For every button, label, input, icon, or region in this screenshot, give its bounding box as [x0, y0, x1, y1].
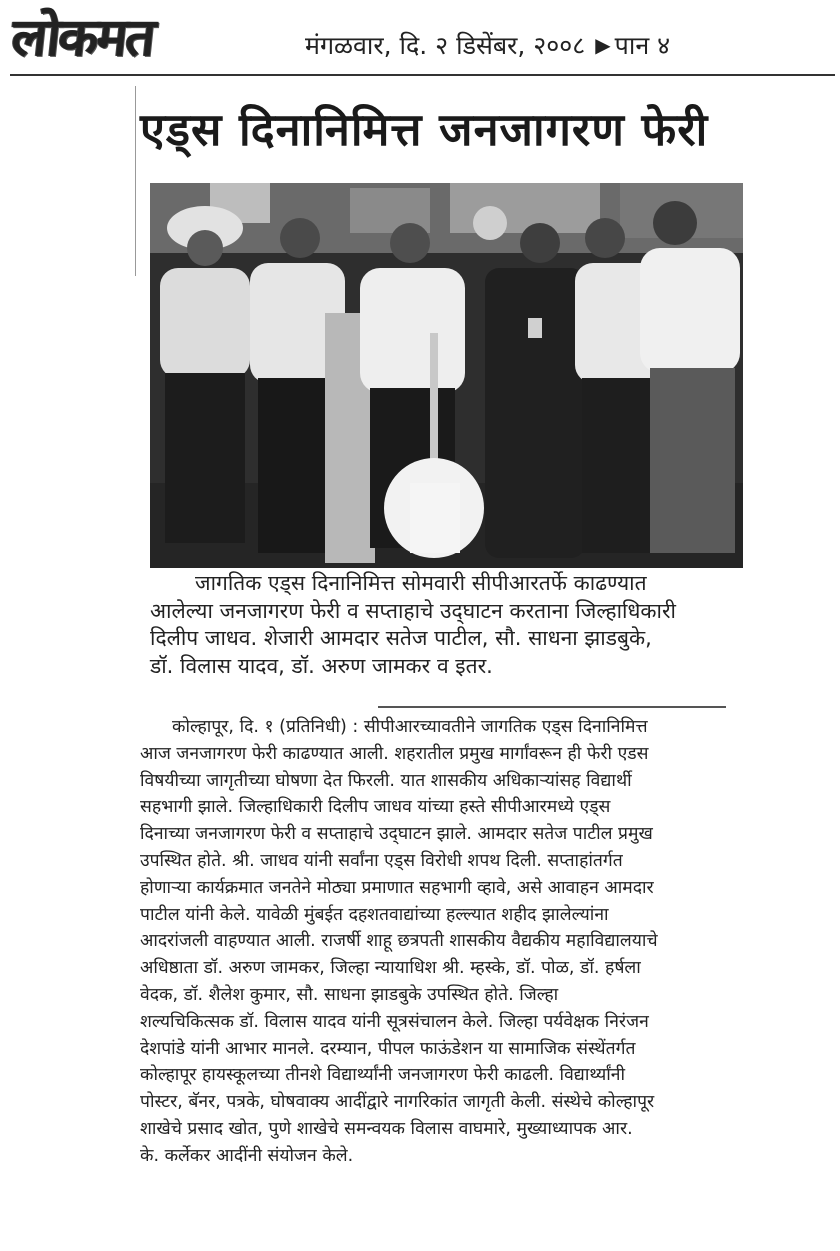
photo-scene: [150, 183, 743, 568]
clipping-edge: [135, 86, 136, 276]
caption-line: दिलीप जाधव. शेजारी आमदार सतेज पाटील, सौ. साधना झाडबुके,: [150, 626, 652, 650]
article-line: पाटील यांनी केले. यावेळी मुंबईत दहशतवाद्यांच्या हल्ल्यात शहीद झालेल्यांना: [140, 904, 609, 925]
article-line: आज जनजागरण फेरी काढण्यात आली. शहरातील प्रमुख मार्गांवरून ही फेरी एडस: [140, 743, 649, 764]
article-line: उपस्थित होते. श्री. जाधव यांनी सर्वांना एड्स विरोधी शपथ दिली. सप्ताहांतर्गत: [140, 850, 623, 871]
article-line: पोस्टर, बॅनर, पत्रके, घोषवाक्य आदींद्वारे नागरिकांत जागृती केली. संस्थेचे कोल्हापूर: [140, 1092, 655, 1113]
article-line: कोल्हापूर हायस्कूलच्या तीनशे विद्यार्थ्यांनी जनजागरण फेरी काढली. विद्यार्थ्यांनी: [140, 1065, 626, 1086]
headline: एड्स दिनानिमित्त जनजागरण फेरी: [140, 103, 709, 156]
article-line: कोल्हापूर, दि. १ (प्रतिनिधी) : सीपीआरच्यावतीने जागतिक एड्स दिनानिमित्त: [172, 717, 648, 737]
caption-line: जागतिक एड्स दिनानिमित्त सोमवारी सीपीआरतर्फे काढण्यात: [195, 571, 647, 595]
article-line: दिनाच्या जनजागरण फेरी व सप्ताहाचे उद्‌घाटन झाले. आमदार सतेज पाटील प्रमुख: [140, 824, 653, 845]
article-line: अधिष्ठाता डॉ. अरुण जामकर, जिल्हा न्यायाधिश श्री. म्हस्के, डॉ. पोळ, डॉ. हर्षला: [140, 958, 641, 979]
news-photo: [150, 183, 743, 568]
issue-date: मंगळवार, दि. २ डिसेंबर, २००८: [305, 31, 586, 60]
dateline: [305, 28, 670, 63]
caption-line: आलेल्या जनजागरण फेरी व सप्ताहाचे उद्‌घाटन करताना जिल्हाधिकारी: [150, 598, 676, 623]
page-arrow-icon: ▶: [595, 33, 611, 57]
article-line: देशपांडे यांनी आभार मानले. दरम्यान, पीपल फाऊंडेशन या सामाजिक संस्थेंतर्गत: [140, 1038, 636, 1059]
article-line: सहभागी झाले. जिल्हाधिकारी दिलीप जाधव यांच्या हस्ते सीपीआरमध्ये एड्स: [140, 797, 611, 818]
page-number: पान ४: [614, 31, 671, 60]
article-line: शाखेचे प्रसाद खोत, पुणे शाखेचे समन्वयक विलास वाघमारे, मुख्याध्यापक आर.: [140, 1118, 633, 1139]
article-line: आदरांजली वाहण्यात आली. राजर्षी शाहू छत्रपती शासकीय वैद्यकीय महाविद्यालयाचे: [140, 931, 658, 952]
article-line: के. कर्लेकर आदींनी संयोजन केले.: [140, 1145, 354, 1166]
article-line: विषयीच्या जागृतीच्या घोषणा देत फिरली. यात शासकीय अधिकाऱ्यांसह विद्यार्थी: [140, 770, 632, 791]
photo-caption: [150, 570, 770, 680]
caption-divider: [378, 706, 726, 708]
caption-line: डॉ. विलास यादव, डॉ. अरुण जामकर व इतर.: [150, 653, 493, 678]
article-line: शल्यचिकित्सक डॉ. विलास यादव यांनी सूत्रसंचालन केले. जिल्हा पर्यवेक्षक निरंजन: [140, 1011, 649, 1032]
newspaper-logo: लोकमत: [8, 7, 157, 68]
header-rule: [10, 74, 835, 76]
article-body: [140, 714, 775, 1170]
article-line: वेदक, डॉ. शैलेश कुमार, सौ. साधना झाडबुके उपस्थित होते. जिल्हा: [140, 984, 559, 1005]
article-line: होणाऱ्या कार्यक्रमात जनतेने मोठ्या प्रमाणात सहभागी व्हावे, असे आवाहन आमदार: [140, 877, 654, 898]
